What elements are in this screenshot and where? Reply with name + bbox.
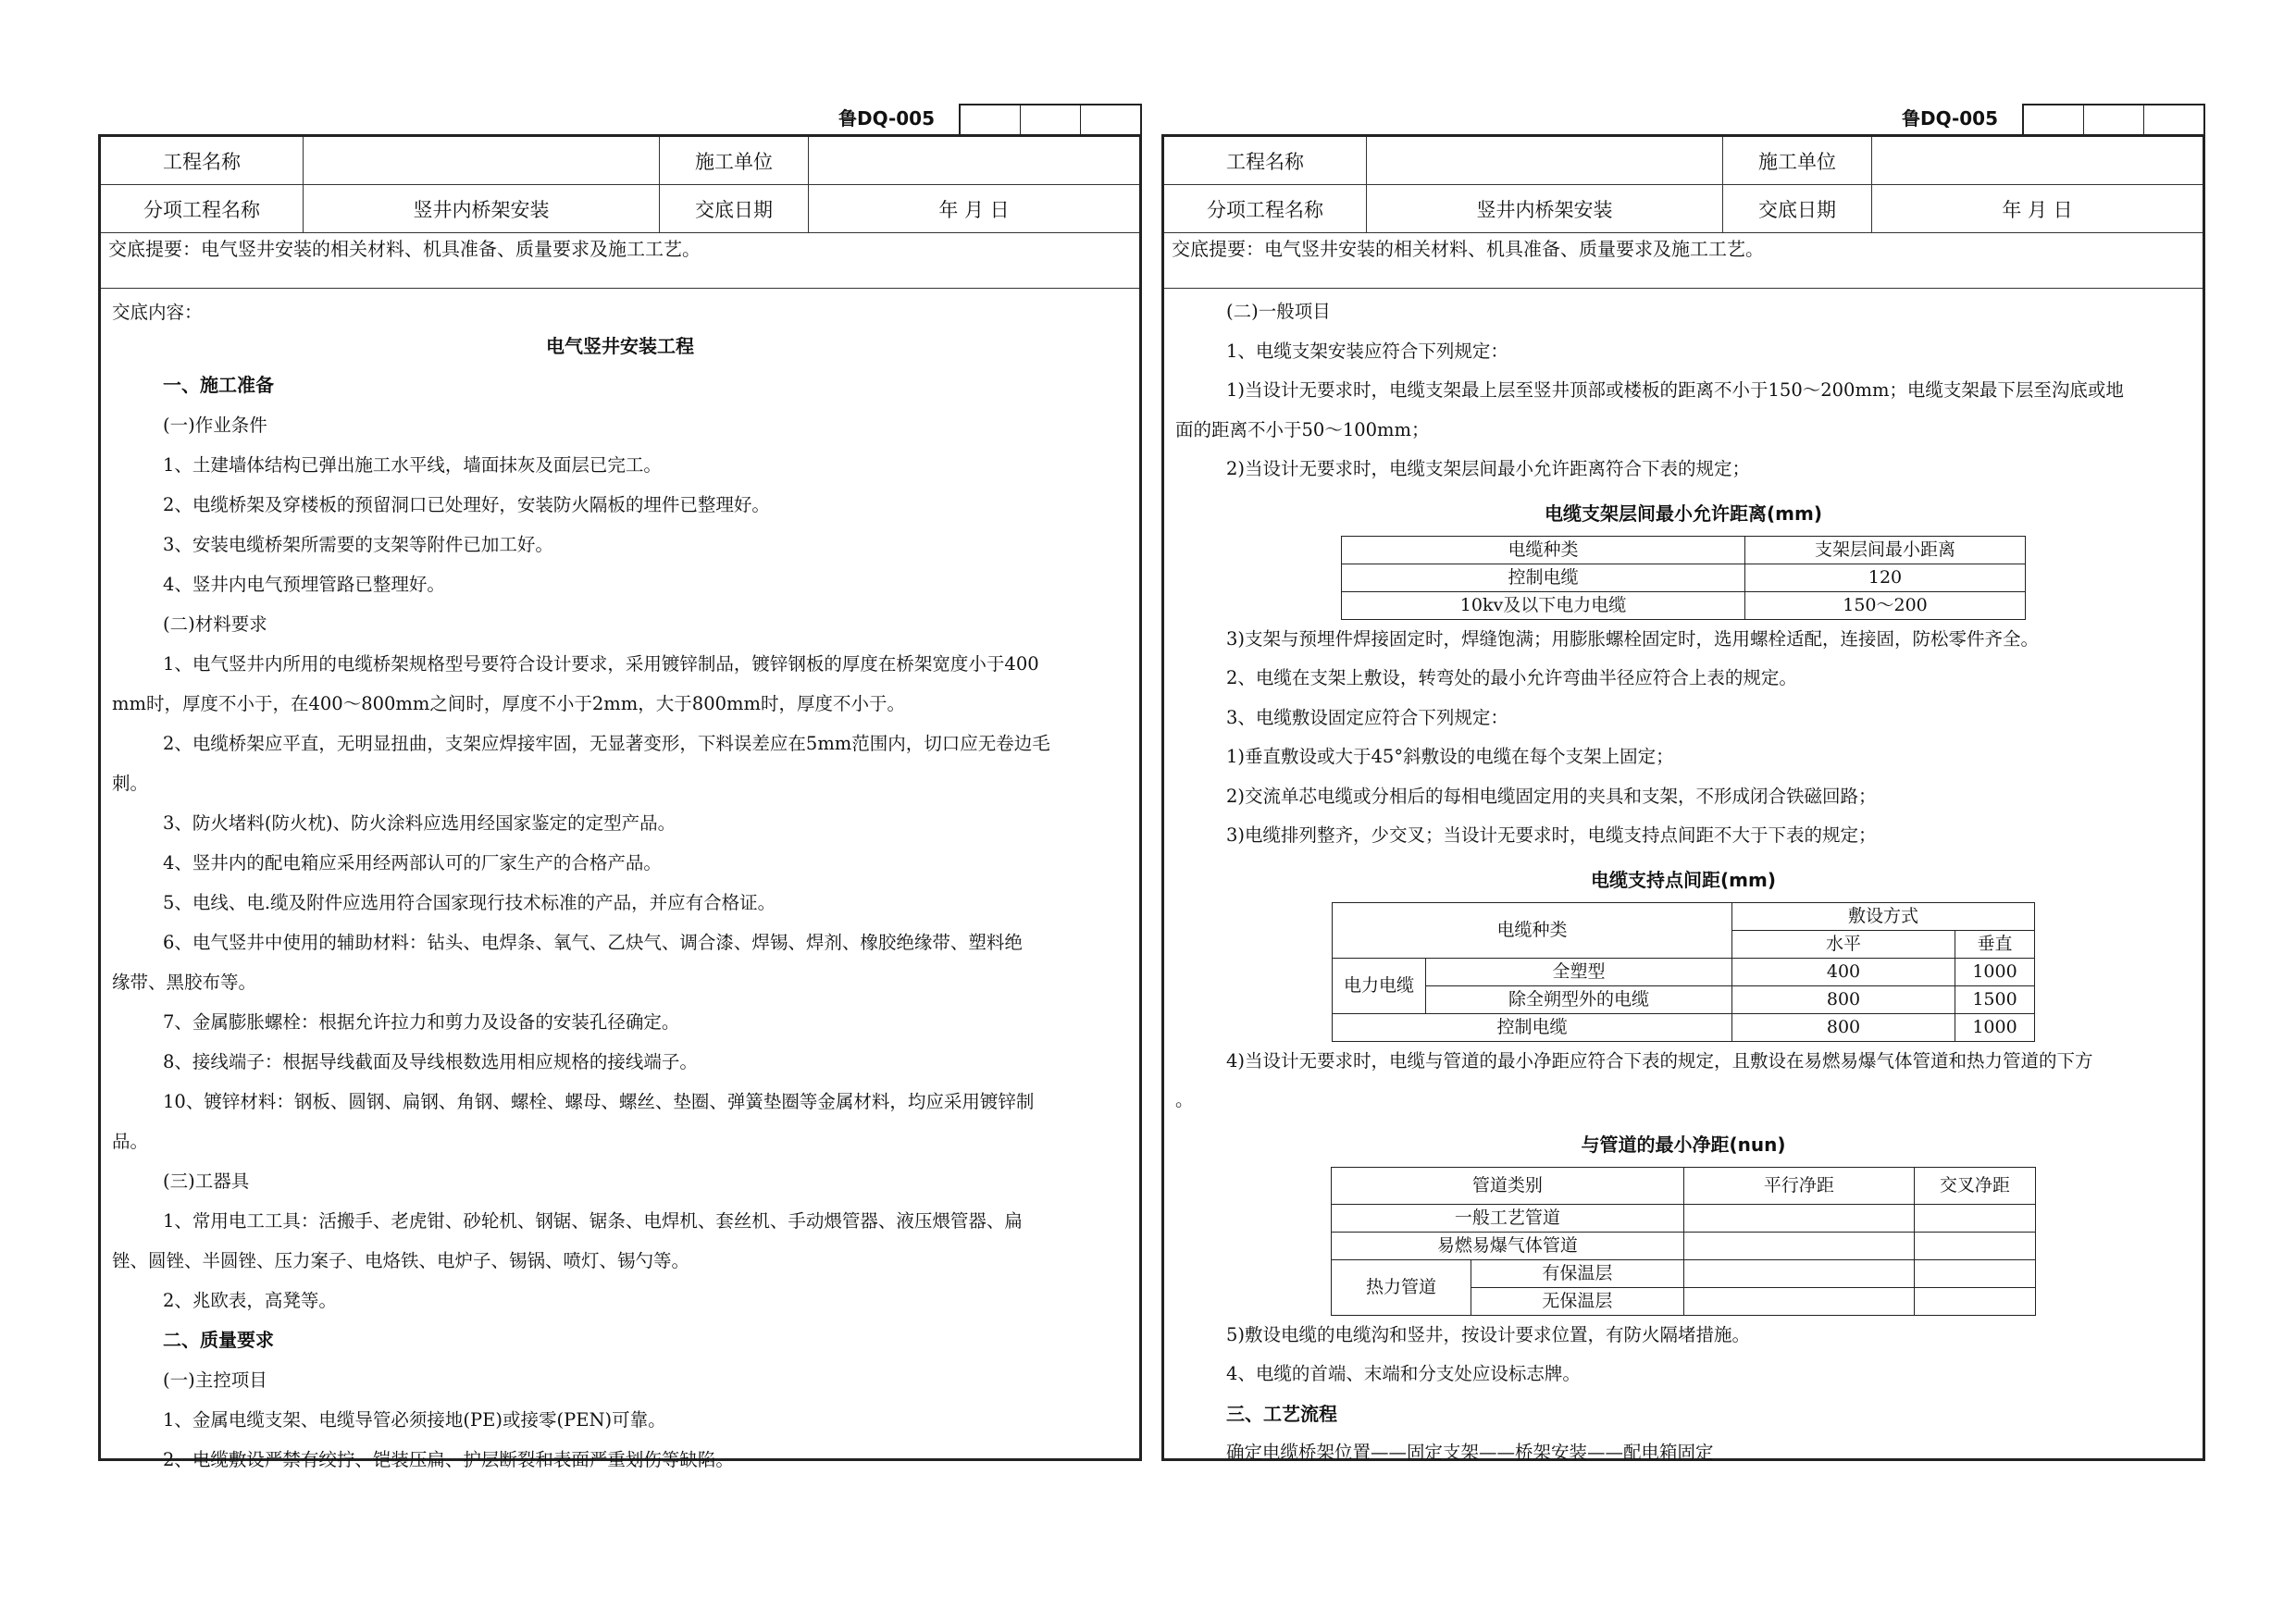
table-header: 敷设方式 bbox=[1732, 902, 2035, 930]
summary: 交底提要：电气竖井安装的相关材料、机具准备、质量要求及施工工艺。 bbox=[101, 233, 1139, 289]
table-cell: 全塑型 bbox=[1426, 958, 1732, 985]
text-line: 4、竖井内电气预埋管路已整理好。 bbox=[163, 574, 445, 595]
project-name-value bbox=[1367, 137, 1723, 185]
date-value: 年 月 日 bbox=[1872, 185, 2203, 233]
block-process-flow bbox=[1175, 1316, 2191, 1473]
table-cell: 800 bbox=[1732, 985, 1955, 1013]
table-row bbox=[1332, 1167, 2036, 1204]
table-header: 交叉净距 bbox=[1914, 1167, 2035, 1204]
subproject-value: 竖井内桥架安装 bbox=[1367, 185, 1723, 233]
table-row bbox=[1332, 1259, 2036, 1287]
doc-code-row bbox=[1161, 104, 2205, 134]
text-line: 1、常用电工工具：活搬手、老虎钳、砂轮机、钢锯、锯条、电焊机、套丝机、手动煨管器、液压煨管器、扁 bbox=[163, 1210, 1023, 1232]
text-line: (三)工器具 bbox=[163, 1171, 250, 1192]
block-general-items bbox=[1175, 292, 2191, 489]
table-cell: 1000 bbox=[1955, 1013, 2035, 1041]
content-right bbox=[1164, 289, 2203, 1473]
table-header: 管道类别 bbox=[1332, 1167, 1684, 1204]
table-cell: 400 bbox=[1732, 958, 1955, 985]
section-heading: 二、质量要求 bbox=[163, 1329, 274, 1351]
table-row bbox=[1333, 985, 2035, 1013]
text-line: (一)作业条件 bbox=[163, 415, 267, 436]
section-heading: 三、工艺流程 bbox=[1226, 1402, 1337, 1425]
code-box bbox=[1020, 105, 1080, 134]
pipe-clearance-table bbox=[1331, 1167, 2036, 1316]
text-line: 5、电线、电.缆及附件应选用符合国家现行技术标准的产品，并应有合格证。 bbox=[163, 892, 776, 913]
text-line: 5)敷设电缆的电缆沟和竖井，按设计要求位置，有防火隔堵措施。 bbox=[1226, 1323, 1751, 1345]
doc-code-row bbox=[98, 104, 1142, 134]
form-frame bbox=[1161, 134, 2205, 1461]
table-header: 电缆种类 bbox=[1342, 536, 1745, 564]
text-line: 4、竖井内的配电箱应采用经两部认可的厂家生产的合格产品。 bbox=[163, 852, 662, 873]
table-cell: 150～200 bbox=[1745, 591, 2026, 619]
table3-caption: 与管道的最小净距(nun) bbox=[1581, 1133, 1786, 1156]
code-box bbox=[2083, 105, 2143, 134]
table-cell: 无保温层 bbox=[1471, 1287, 1684, 1315]
text-line: 3、防火堵料(防火枕)、防火涂料应选用经国家鉴定的定型产品。 bbox=[163, 812, 676, 834]
table-header: 水平 bbox=[1732, 930, 1955, 958]
text-line: 1)垂直敷设或大于45°斜敷设的电缆在每个支架上固定； bbox=[1226, 746, 1674, 767]
subproject-value: 竖井内桥架安装 bbox=[304, 185, 660, 233]
table-row bbox=[1332, 1204, 2036, 1232]
text-line: 刺。 bbox=[112, 773, 149, 794]
text-line: 3、安装电缆桥架所需要的支架等附件已加工好。 bbox=[163, 534, 553, 555]
text-line: 4)当设计无要求时，电缆与管道的最小净距应符合下表的规定，且敷设在易燃易爆气体管道和热力管道的下方 bbox=[1226, 1049, 2093, 1072]
code-box bbox=[2024, 105, 2083, 134]
subproject-label: 分项工程名称 bbox=[1164, 185, 1367, 233]
text-line: 缘带、黑胶布等。 bbox=[112, 972, 257, 993]
code-box bbox=[961, 105, 1020, 134]
table-header: 支架层间最小距离 bbox=[1745, 536, 2026, 564]
left-lines bbox=[112, 365, 1128, 1480]
table-cell: 一般工艺管道 bbox=[1332, 1204, 1684, 1232]
table-row bbox=[1342, 564, 2026, 591]
header-table bbox=[101, 137, 1139, 233]
table-header: 垂直 bbox=[1955, 930, 2035, 958]
spacing-table bbox=[1341, 536, 2026, 620]
construction-unit-label: 施工单位 bbox=[1723, 137, 1872, 185]
table-row bbox=[1333, 1013, 2035, 1041]
date-value: 年 月 日 bbox=[809, 185, 1140, 233]
text-line: 3)电缆排列整齐，少交叉；当设计无要求时，电缆支持点间距不大于下表的规定； bbox=[1226, 824, 1877, 846]
text-line: 2)当设计无要求时，电缆支架层间最小允许距离符合下表的规定； bbox=[1226, 458, 1751, 479]
table-cell bbox=[1914, 1287, 2035, 1315]
table-cell: 控制电缆 bbox=[1333, 1013, 1732, 1041]
text-line: 2、电缆在支架上敷设，转弯处的最小允许弯曲半径应符合上表的规定。 bbox=[1226, 667, 1797, 688]
section-heading: 一、施工准备 bbox=[163, 374, 274, 396]
table-cell bbox=[1683, 1204, 1914, 1232]
code-boxes bbox=[959, 104, 1142, 134]
text-line: 1)当设计无要求时，电缆支架最上层至竖井顶部或楼板的距离不小于150～200mm；电缆支架最下层至沟底或地 bbox=[1226, 379, 2124, 401]
text-line: 4、电缆的首端、末端和分支处应设标志牌。 bbox=[1226, 1363, 1581, 1384]
table2-caption: 电缆支持点间距(mm) bbox=[1591, 868, 1776, 891]
doc-code: 鲁DQ-005 bbox=[1901, 107, 1998, 130]
content-label: 交底内容： bbox=[112, 302, 203, 323]
text-line: 品。 bbox=[112, 1131, 149, 1152]
doc-code: 鲁DQ-005 bbox=[838, 107, 935, 130]
table-row bbox=[1333, 958, 2035, 985]
table-cell: 800 bbox=[1732, 1013, 1955, 1041]
text-line: 2、电缆敷设严禁有绞拧、铠装压扁、护层断裂和表面严重划伤等缺陷。 bbox=[163, 1449, 734, 1470]
text-line: 3)支架与预埋件焊接固定时，焊缝饱满；用膨胀螺栓固定时，选用螺栓适配，连接固，防松零件齐全。 bbox=[1226, 627, 2040, 650]
text-line: 3、电缆敷设固定应符合下列规定： bbox=[1226, 706, 1508, 728]
project-name-value bbox=[304, 137, 660, 185]
header-table bbox=[1164, 137, 2203, 233]
text-line: 确定电缆桥架位置——固定支架——桥架安装——配电箱固定 bbox=[1226, 1442, 1714, 1463]
subproject-label: 分项工程名称 bbox=[101, 185, 304, 233]
text-line: 1、土建墙体结构已弹出施工水平线，墙面抹灰及面层已完工。 bbox=[163, 454, 662, 476]
text-line: 1、电气竖井内所用的电缆桥架规格型号要符合设计要求，采用镀锌制品，镀锌钢板的厚度在桥架宽度小于400 bbox=[163, 653, 1039, 675]
date-label: 交底日期 bbox=[1723, 185, 1872, 233]
table-cell bbox=[1683, 1232, 1914, 1259]
text-line: (二)材料要求 bbox=[163, 613, 267, 635]
table-cell: 易燃易爆气体管道 bbox=[1332, 1232, 1684, 1259]
form-frame bbox=[98, 134, 1142, 1470]
summary: 交底提要：电气竖井安装的相关材料、机具准备、质量要求及施工工艺。 bbox=[1164, 233, 2203, 289]
table-cell bbox=[1914, 1259, 2035, 1287]
code-box bbox=[2143, 105, 2203, 134]
table-cell: 控制电缆 bbox=[1342, 564, 1745, 591]
text-line: (一)主控项目 bbox=[163, 1369, 267, 1391]
construction-unit-label: 施工单位 bbox=[660, 137, 809, 185]
text-line: mm时，厚度不小于，在400～800mm之间时，厚度不小于2mm，大于800mm时，厚度不小于。 bbox=[112, 693, 905, 714]
text-line: 2)交流单芯电缆或分相后的每相电缆固定用的夹具和支架，不形成闭合铁磁回路； bbox=[1226, 785, 1877, 807]
table-cell: 有保温层 bbox=[1471, 1259, 1684, 1287]
table-row bbox=[1342, 536, 2026, 564]
table-cell: 热力管道 bbox=[1332, 1259, 1471, 1315]
text-line: 8、接线端子：根据导线截面及导线根数选用相应规格的接线端子。 bbox=[163, 1051, 698, 1072]
text-line: 2、兆欧表，高凳等。 bbox=[163, 1290, 337, 1311]
table1-caption: 电缆支架层间最小允许距离(mm) bbox=[1545, 502, 1822, 525]
table-cell: 除全朔型外的电缆 bbox=[1426, 985, 1732, 1013]
right-page bbox=[1161, 104, 2205, 1461]
project-name-label: 工程名称 bbox=[101, 137, 304, 185]
block-pipe-rules bbox=[1175, 1042, 2191, 1121]
table-cell bbox=[1683, 1287, 1914, 1315]
project-name-label: 工程名称 bbox=[1164, 137, 1367, 185]
table-row bbox=[1342, 591, 2026, 619]
support-spacing-table bbox=[1332, 902, 2035, 1042]
code-box bbox=[1080, 105, 1140, 134]
table-row bbox=[1333, 902, 2035, 930]
text-line: 7、金属膨胀螺栓：根据允许拉力和剪力及设备的安装孔径确定。 bbox=[163, 1011, 680, 1033]
table-cell: 1500 bbox=[1955, 985, 2035, 1013]
construction-unit-value bbox=[809, 137, 1140, 185]
text-line: 1、电缆支架安装应符合下列规定： bbox=[1226, 340, 1508, 362]
left-page bbox=[98, 104, 1142, 1470]
text-line: 2、电缆桥架及穿楼板的预留洞口已处理好，安装防火隔板的埋件已整理好。 bbox=[163, 494, 770, 515]
code-boxes bbox=[2022, 104, 2205, 134]
content-left bbox=[101, 289, 1139, 1480]
table-cell bbox=[1914, 1232, 2035, 1259]
text-line: 。 bbox=[1175, 1089, 1194, 1110]
table-cell: 电力电缆 bbox=[1333, 958, 1426, 1013]
table-cell bbox=[1683, 1259, 1914, 1287]
text-line: (二)一般项目 bbox=[1226, 301, 1331, 322]
table-cell: 120 bbox=[1745, 564, 2026, 591]
table-cell bbox=[1914, 1204, 2035, 1232]
table-header: 平行净距 bbox=[1683, 1167, 1914, 1204]
content-title: 电气竖井安装工程 bbox=[546, 335, 694, 357]
date-label: 交底日期 bbox=[660, 185, 809, 233]
construction-unit-value bbox=[1872, 137, 2203, 185]
table-cell: 10kv及以下电力电缆 bbox=[1342, 591, 1745, 619]
text-line: 1、金属电缆支架、电缆导管必须接地(PE)或接零(PEN)可靠。 bbox=[163, 1409, 666, 1431]
text-line: 2、电缆桥架应平直，无明显扭曲，支架应焊接牢固，无显著变形，下料误差应在5mm范围内，切口应无卷边毛 bbox=[163, 733, 1050, 754]
table-header: 电缆种类 bbox=[1333, 902, 1732, 958]
table-cell: 1000 bbox=[1955, 958, 2035, 985]
text-line: 6、电气竖井中使用的辅助材料：钻头、电焊条、氧气、乙炔气、调合漆、焊锡、焊剂、橡胶绝缘带、塑料绝 bbox=[163, 932, 1023, 953]
table-row bbox=[1332, 1232, 2036, 1259]
block-fixing-rules bbox=[1175, 620, 2191, 856]
text-line: 10、镀锌材料：钢板、圆钢、扁钢、角钢、螺栓、螺母、螺丝、垫圈、弹簧垫圈等金属材料，均应采用镀锌制 bbox=[163, 1091, 1035, 1112]
text-line: 锉、圆锉、半圆锉、压力案子、电烙铁、电炉子、锡锅、喷灯、锡勺等。 bbox=[112, 1250, 690, 1271]
text-line: 面的距离不小于50～100mm； bbox=[1175, 418, 1430, 440]
